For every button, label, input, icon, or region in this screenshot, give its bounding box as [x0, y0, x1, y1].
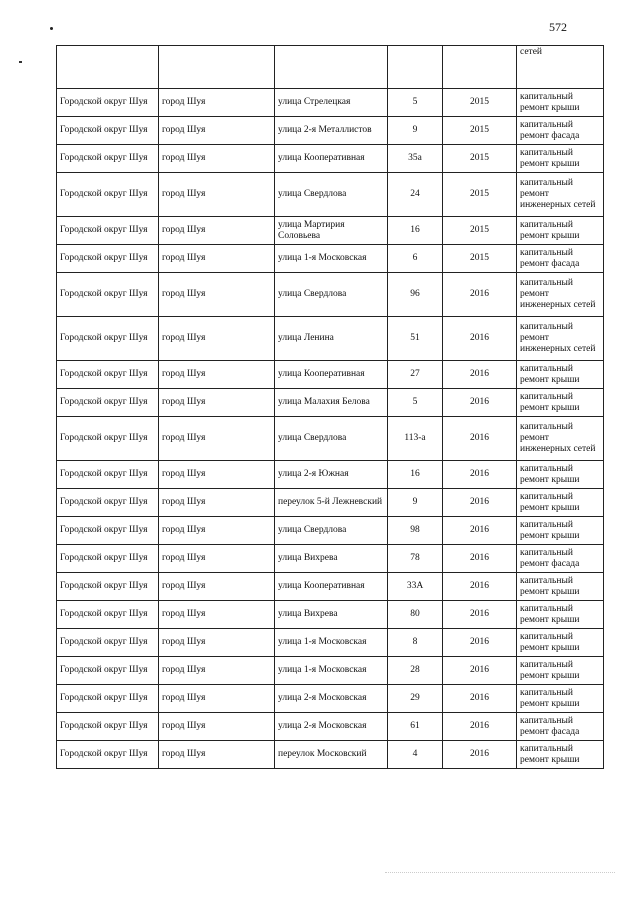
year-cell: 2016 [443, 273, 517, 317]
year-cell: 2016 [443, 741, 517, 769]
okrug-cell: Городской округ Шуя [57, 713, 159, 741]
year-cell: 2015 [443, 245, 517, 273]
city-cell: город Шуя [159, 489, 275, 517]
table-row [57, 601, 604, 629]
city-cell: город Шуя [159, 217, 275, 245]
house-number-cell: 80 [388, 601, 443, 629]
city-cell [159, 46, 275, 89]
year-cell: 2015 [443, 117, 517, 145]
year-cell: 2016 [443, 657, 517, 685]
work-type-cell: сетей [517, 46, 604, 89]
year-cell: 2016 [443, 629, 517, 657]
okrug-cell: Городской округ Шуя [57, 685, 159, 713]
year-cell: 2016 [443, 489, 517, 517]
okrug-cell: Городской округ Шуя [57, 361, 159, 389]
street-cell: переулок Московский [275, 741, 388, 769]
work-type-cell: капитальный ремонт крыши [517, 361, 604, 389]
year-cell: 2016 [443, 389, 517, 417]
table-row [57, 145, 604, 173]
house-number-cell: 9 [388, 117, 443, 145]
scan-artifact [385, 872, 615, 873]
table-row [57, 389, 604, 417]
table-row [57, 545, 604, 573]
city-cell: город Шуя [159, 657, 275, 685]
house-number-cell: 29 [388, 685, 443, 713]
street-cell: улица 2-я Московская [275, 685, 388, 713]
house-number-cell: 16 [388, 461, 443, 489]
street-cell: улица Свердлова [275, 417, 388, 461]
house-number-cell: 9 [388, 489, 443, 517]
city-cell: город Шуя [159, 601, 275, 629]
house-number-cell: 4 [388, 741, 443, 769]
table-row [57, 741, 604, 769]
registry-table-body [57, 46, 604, 769]
work-type-cell: капитальный ремонт инженерных сетей [517, 317, 604, 361]
street-cell: улица Свердлова [275, 517, 388, 545]
table-row [57, 713, 604, 741]
city-cell: город Шуя [159, 117, 275, 145]
okrug-cell: Городской округ Шуя [57, 573, 159, 601]
city-cell: город Шуя [159, 417, 275, 461]
okrug-cell: Городской округ Шуя [57, 741, 159, 769]
page-number: 572 [549, 20, 567, 34]
table-row [57, 361, 604, 389]
work-type-cell: капитальный ремонт крыши [517, 461, 604, 489]
house-number-cell: 5 [388, 89, 443, 117]
work-type-cell: капитальный ремонт крыши [517, 489, 604, 517]
street-cell: улица 2-я Южная [275, 461, 388, 489]
table-row [57, 317, 604, 361]
year-cell: 2015 [443, 145, 517, 173]
table-row [57, 461, 604, 489]
table-row [57, 217, 604, 245]
work-type-cell: капитальный ремонт крыши [517, 145, 604, 173]
table-row [57, 245, 604, 273]
work-type-cell: капитальный ремонт фасада [517, 117, 604, 145]
year-cell: 2015 [443, 173, 517, 217]
year-cell: 2016 [443, 517, 517, 545]
year-cell: 2016 [443, 573, 517, 601]
okrug-cell: Городской округ Шуя [57, 245, 159, 273]
street-cell: улица Кооперативная [275, 145, 388, 173]
street-cell: улица 1-я Московская [275, 629, 388, 657]
city-cell: город Шуя [159, 741, 275, 769]
city-cell: город Шуя [159, 517, 275, 545]
street-cell: переулок 5-й Лежневский [275, 489, 388, 517]
house-number-cell: 98 [388, 517, 443, 545]
house-number-cell: 51 [388, 317, 443, 361]
street-cell: улица Ленина [275, 317, 388, 361]
okrug-cell [57, 46, 159, 89]
house-number-cell [388, 46, 443, 89]
city-cell: город Шуя [159, 573, 275, 601]
table-row [57, 489, 604, 517]
city-cell: город Шуя [159, 361, 275, 389]
work-type-cell: капитальный ремонт инженерных сетей [517, 417, 604, 461]
house-number-cell: 113-а [388, 417, 443, 461]
okrug-cell: Городской округ Шуя [57, 145, 159, 173]
city-cell: город Шуя [159, 89, 275, 117]
work-type-cell: капитальный ремонт крыши [517, 389, 604, 417]
year-cell: 2016 [443, 317, 517, 361]
okrug-cell: Городской округ Шуя [57, 417, 159, 461]
house-number-cell: 28 [388, 657, 443, 685]
street-cell: улица 1-я Московская [275, 657, 388, 685]
table-row [57, 173, 604, 217]
table-row [57, 517, 604, 545]
city-cell: город Шуя [159, 273, 275, 317]
city-cell: город Шуя [159, 389, 275, 417]
work-type-cell: капитальный ремонт крыши [517, 601, 604, 629]
street-cell: улица 2-я Московская [275, 713, 388, 741]
table-row [57, 629, 604, 657]
street-cell: улица Кооперативная [275, 573, 388, 601]
table-row [57, 46, 604, 89]
okrug-cell: Городской округ Шуя [57, 601, 159, 629]
work-type-cell: капитальный ремонт фасада [517, 713, 604, 741]
year-cell: 2016 [443, 361, 517, 389]
city-cell: город Шуя [159, 461, 275, 489]
okrug-cell: Городской округ Шуя [57, 89, 159, 117]
work-type-cell: капитальный ремонт крыши [517, 629, 604, 657]
city-cell: город Шуя [159, 685, 275, 713]
okrug-cell: Городской округ Шуя [57, 173, 159, 217]
okrug-cell: Городской округ Шуя [57, 629, 159, 657]
street-cell: улица Вихрева [275, 601, 388, 629]
year-cell: 2016 [443, 713, 517, 741]
street-cell: улица 1-я Московская [275, 245, 388, 273]
house-number-cell: 33А [388, 573, 443, 601]
house-number-cell: 35а [388, 145, 443, 173]
work-type-cell: капитальный ремонт фасада [517, 545, 604, 573]
table-row [57, 685, 604, 713]
work-type-cell: капитальный ремонт крыши [517, 685, 604, 713]
city-cell: город Шуя [159, 713, 275, 741]
okrug-cell: Городской округ Шуя [57, 545, 159, 573]
house-number-cell: 78 [388, 545, 443, 573]
okrug-cell: Городской округ Шуя [57, 461, 159, 489]
house-number-cell: 27 [388, 361, 443, 389]
street-cell: улица Свердлова [275, 273, 388, 317]
work-type-cell: капитальный ремонт инженерных сетей [517, 273, 604, 317]
city-cell: город Шуя [159, 317, 275, 361]
street-cell: улица Мартирия Соловьева [275, 217, 388, 245]
okrug-cell: Городской округ Шуя [57, 217, 159, 245]
street-cell: улица Кооперативная [275, 361, 388, 389]
street-cell: улица Стрелецкая [275, 89, 388, 117]
year-cell: 2016 [443, 601, 517, 629]
table-row [57, 573, 604, 601]
okrug-cell: Городской округ Шуя [57, 273, 159, 317]
work-type-cell: капитальный ремонт крыши [517, 741, 604, 769]
street-cell: улица Малахия Белова [275, 389, 388, 417]
house-number-cell: 5 [388, 389, 443, 417]
house-number-cell: 8 [388, 629, 443, 657]
table-row [57, 417, 604, 461]
okrug-cell: Городской округ Шуя [57, 657, 159, 685]
city-cell: город Шуя [159, 245, 275, 273]
house-number-cell: 6 [388, 245, 443, 273]
table-row [57, 273, 604, 317]
street-cell: улица Свердлова [275, 173, 388, 217]
year-cell: 2016 [443, 417, 517, 461]
year-cell: 2016 [443, 685, 517, 713]
work-type-cell: капитальный ремонт крыши [517, 217, 604, 245]
street-cell: улица 2-я Металлистов [275, 117, 388, 145]
okrug-cell: Городской округ Шуя [57, 517, 159, 545]
work-type-cell: капитальный ремонт инженерных сетей [517, 173, 604, 217]
okrug-cell: Городской округ Шуя [57, 489, 159, 517]
house-number-cell: 61 [388, 713, 443, 741]
year-cell: 2016 [443, 461, 517, 489]
okrug-cell: Городской округ Шуя [57, 117, 159, 145]
work-type-cell: капитальный ремонт крыши [517, 573, 604, 601]
year-cell: 2015 [443, 89, 517, 117]
table-row [57, 117, 604, 145]
house-number-cell: 16 [388, 217, 443, 245]
work-type-cell: капитальный ремонт крыши [517, 657, 604, 685]
city-cell: город Шуя [159, 173, 275, 217]
scan-mark [19, 61, 22, 63]
okrug-cell: Городской округ Шуя [57, 317, 159, 361]
okrug-cell: Городской округ Шуя [57, 389, 159, 417]
work-type-cell: капитальный ремонт крыши [517, 517, 604, 545]
year-cell: 2015 [443, 217, 517, 245]
scan-mark [50, 27, 53, 30]
city-cell: город Шуя [159, 629, 275, 657]
house-number-cell: 96 [388, 273, 443, 317]
work-type-cell: капитальный ремонт фасада [517, 245, 604, 273]
table-row [57, 657, 604, 685]
work-type-cell: капитальный ремонт крыши [517, 89, 604, 117]
street-cell [275, 46, 388, 89]
city-cell: город Шуя [159, 145, 275, 173]
year-cell: 2016 [443, 545, 517, 573]
city-cell: город Шуя [159, 545, 275, 573]
street-cell: улица Вихрева [275, 545, 388, 573]
registry-table [56, 45, 604, 769]
year-cell [443, 46, 517, 89]
table-row [57, 89, 604, 117]
house-number-cell: 24 [388, 173, 443, 217]
